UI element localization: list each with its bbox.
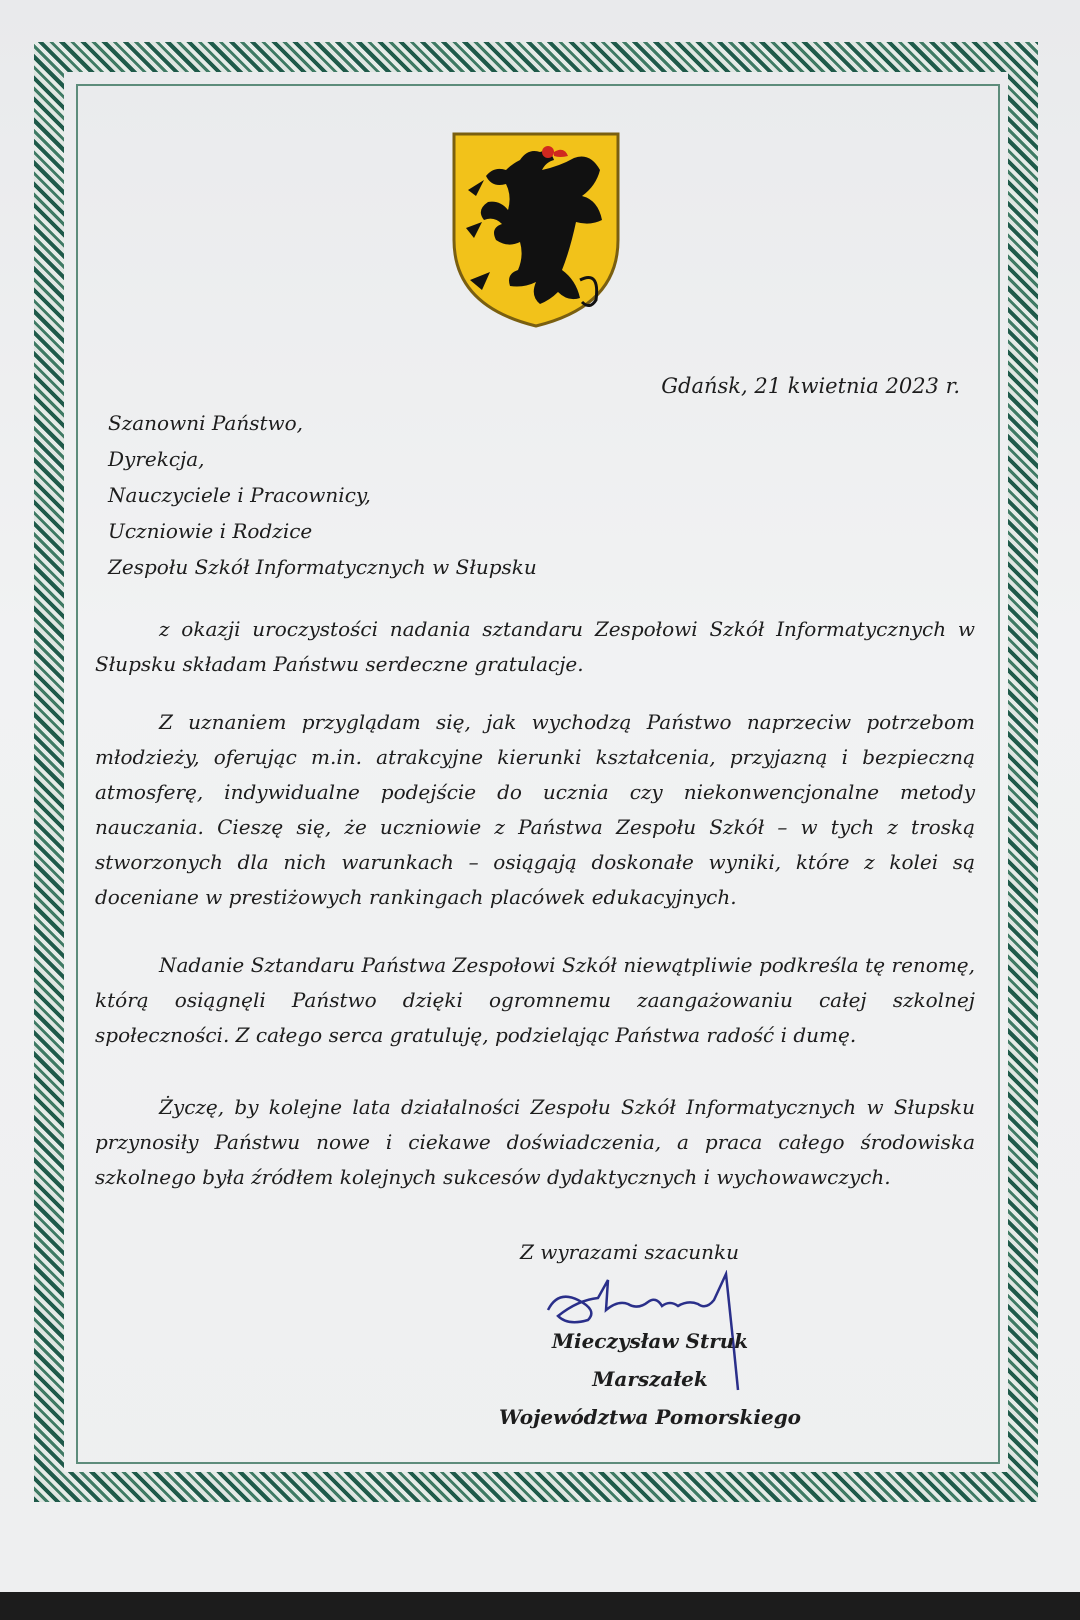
- addressee-block: [108, 405, 708, 585]
- place-date: Gdańsk, 21 kwietnia 2023 r.: [661, 374, 960, 398]
- closing-phrase: Z wyrazami szacunku: [520, 1240, 740, 1264]
- paragraph-1: z okazji uroczystości nadania sztandaru Zespołowi Szkół Informatycznych w Słupsku składam Państwu serdeczne gratulacje.: [95, 617, 975, 676]
- paragraph-3: Nadanie Sztandaru Państwa Zespołowi Szkół niewątpliwie podkreśla tę renomę, którą osiągnęli Państwo dzięki ogromnemu zaangażowaniu całej szkolnej społeczności. Z całego serca gratuluję, podzielając Państwa radość i dumę.: [95, 953, 975, 1047]
- address-line: Uczniowie i Rodzice: [108, 519, 313, 543]
- paragraph-2: Z uznaniem przyglądam się, jak wychodzą Państwo naprzeciw potrzebom młodzieży, oferując m.in. atrakcyjne kierunki kształcenia, przyjazną i bezpieczną atmosferę, indywidualne podejście do ucznia czy niekonwencjonalne metody nauczania. Cieszę się, że uczniowie z Państwa Zespołu Szkół – w tych z troską stworzonych dla nich warunkach – osiągają doskonałe wyniki, które z kolei są doceniane w prestiżowych rankingach placówek edukacyjnych.: [95, 710, 975, 909]
- address-line: Szanowni Państwo,: [108, 411, 304, 435]
- paragraph-4: Życzę, by kolejne lata działalności Zespołu Szkół Informatycznych w Słupsku przynosiły Państwu nowe i ciekawe doświadczenia, a praca całego środowiska szkolnego była źródłem kolejnych sukcesów dydaktycznych i wychowawczych.: [95, 1095, 975, 1189]
- address-line: Nauczyciele i Pracownicy,: [108, 483, 371, 507]
- address-line: Zespołu Szkół Informatycznych w Słupsku: [108, 555, 537, 579]
- pomeranian-griffin-coat-of-arms-icon: [450, 130, 622, 330]
- signatory-block: [480, 1322, 820, 1436]
- signatory-name: Mieczysław Struk: [551, 1329, 749, 1353]
- signatory-title: Marszałek: [592, 1367, 708, 1391]
- signatory-office: Województwa Pomorskiego: [498, 1405, 802, 1429]
- address-line: Dyrekcja,: [108, 447, 205, 471]
